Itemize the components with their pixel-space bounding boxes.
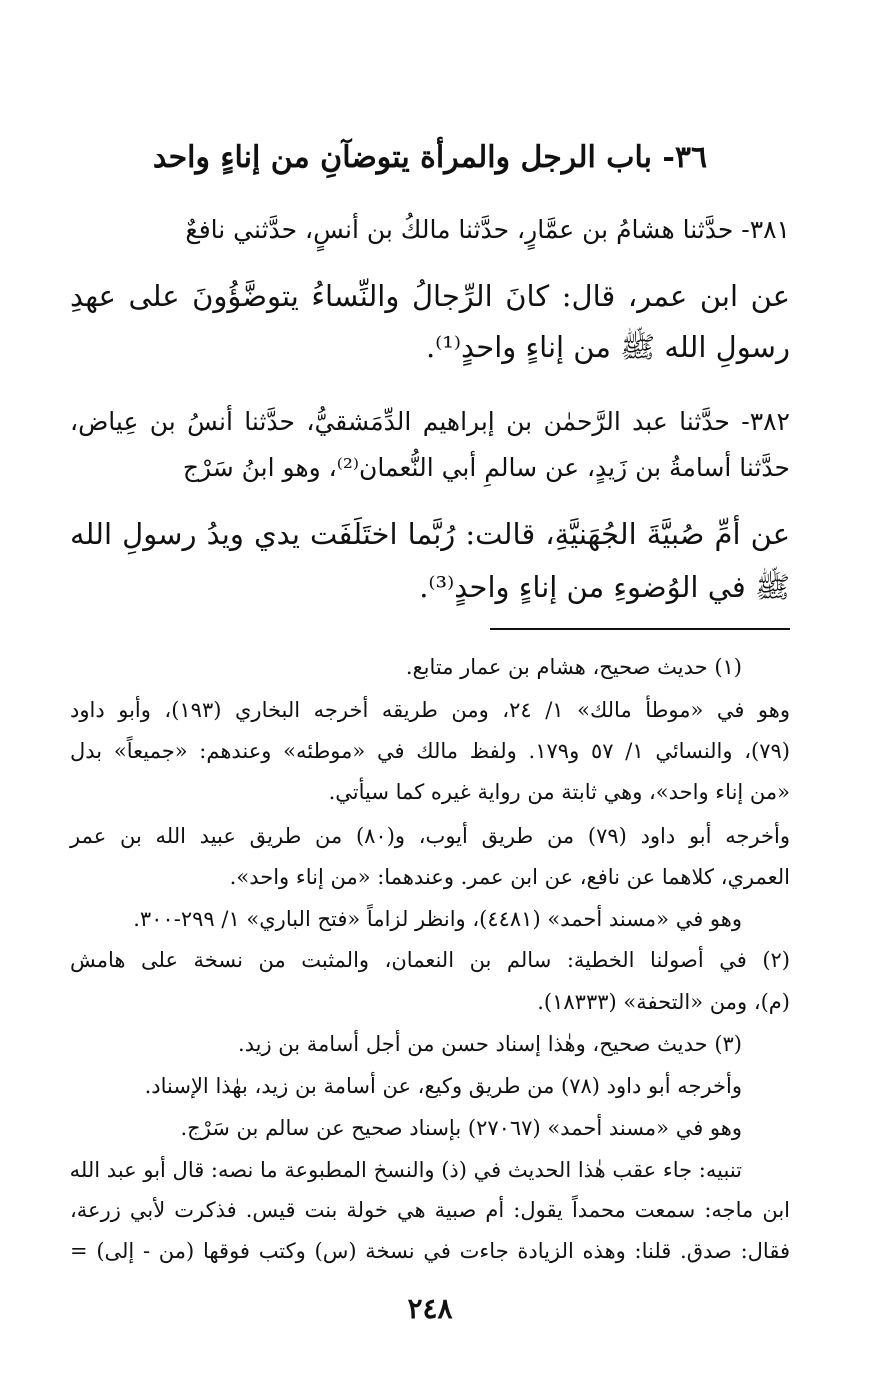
footnote-line: (٣) حديث صحيح، وهٰذا إسناد حسن من أجل أسامة بن زيد. <box>237 1032 742 1056</box>
hadith-382-chain-line-1: ٣٨٢- حدَّثنا عبد الرَّحمٰن بن إبراهيم الدِّمَشقيُّ، حدَّثنا أنسُ بن عِياض، <box>70 407 790 436</box>
footnote-line: وهو في «موطأ مالك» ١/ ٢٤، ومن طريقه أخرجه البخاري (١٩٣)، وأبو داود <box>70 698 790 722</box>
footnote-line: ابن ماجه: سمعت محمداً يقول: أم صبية هي خولة بنت قيس. فذكرت لأبي زرعة، <box>70 1198 790 1222</box>
footnote-line: (١) حديث صحيح، هشام بن عمار متابع. <box>405 655 742 679</box>
footnote-line: «من إناء واحد»، وهي ثابتة من رواية غيره كما سيأتي. <box>328 780 790 804</box>
footnote-line: فقال: صدق. قلنا: وهذه الزيادة جاءت في نسخة (س) وكتب فوقها (من - إلى) = <box>70 1239 790 1263</box>
footnote-separator <box>490 628 790 630</box>
hadith-382-chain-line-2: حدَّثنا أسامةُ بن زَيدٍ، عن سالمِ أبي النُّعمان⁽²⁾، وهو ابنُ سَرْج <box>182 453 790 482</box>
hadith-381-chain: ٣٨١- حدَّثنا هشامُ بن عمَّارٍ، حدَّثنا مالكُ بن أنسٍ، حدَّثني نافعٌ <box>185 215 790 244</box>
page-number: ٢٤٨ <box>407 1292 453 1325</box>
book-page <box>70 0 790 1387</box>
footnote-line: وأخرجه أبو داود (٧٨) من طريق وكيع، عن أسامة بن زيد، بهٰذا الإسناد. <box>144 1074 742 1098</box>
hadith-381-text-line-1: عن ابن عمر، قال: كانَ الرِّجالُ والنِّساءُ يتوضَّؤُونَ على عهدِ <box>70 279 790 313</box>
footnote-line: وأخرجه أبو داود (٧٩) من طريق أيوب، و(٨٠) من طريق عبيد الله بن عمر <box>70 824 790 848</box>
footnote-line: وهو في «مسند أحمد» (٤٤٨١)، وانظر لزاماً «فتح الباري» ١/ ٢٩٩-٣٠٠. <box>133 907 742 931</box>
hadith-381-text-line-2: رسولِ الله ﷺ من إناءٍ واحدٍ⁽¹⁾. <box>425 330 790 364</box>
footnote-line: تنبيه: جاء عقب هٰذا الحديث في (ذ) والنسخ المطبوعة ما نصه: قال أبو عبد الله <box>69 1158 742 1182</box>
footnote-line: (م)، ومن «التحفة» (١٨٣٣٣). <box>537 990 790 1014</box>
footnote-line: (٧٩)، والنسائي ١/ ٥٧ و١٧٩. ولفظ مالك في «موطئه» وعندهم: «جميعاً» بدل <box>70 739 790 763</box>
chapter-title: ٣٦- باب الرجل والمرأة يتوضآنِ من إناءٍ واحد <box>152 140 708 175</box>
hadith-382-text-line-1: عن أمِّ صُبيَّةَ الجُهَنيَّةِ، قالت: رُبَّما اختَلَفَت يدي ويدُ رسولِ الله <box>70 517 790 551</box>
hadith-382-text-line-2: ﷺ في الوُضوءِ من إناءٍ واحدٍ⁽³⁾. <box>419 570 790 604</box>
footnote-line: (٢) في أصولنا الخطية: سالم بن النعمان، والمثبت من نسخة على هامش <box>70 948 790 972</box>
footnote-line: وهو في «مسند أحمد» (٢٧٠٦٧) بإسناد صحيح عن سالم بن سَرْج. <box>180 1116 742 1140</box>
footnote-line: العمري، كلاهما عن نافع، عن ابن عمر. وعندهما: «من إناء واحد». <box>229 865 790 889</box>
